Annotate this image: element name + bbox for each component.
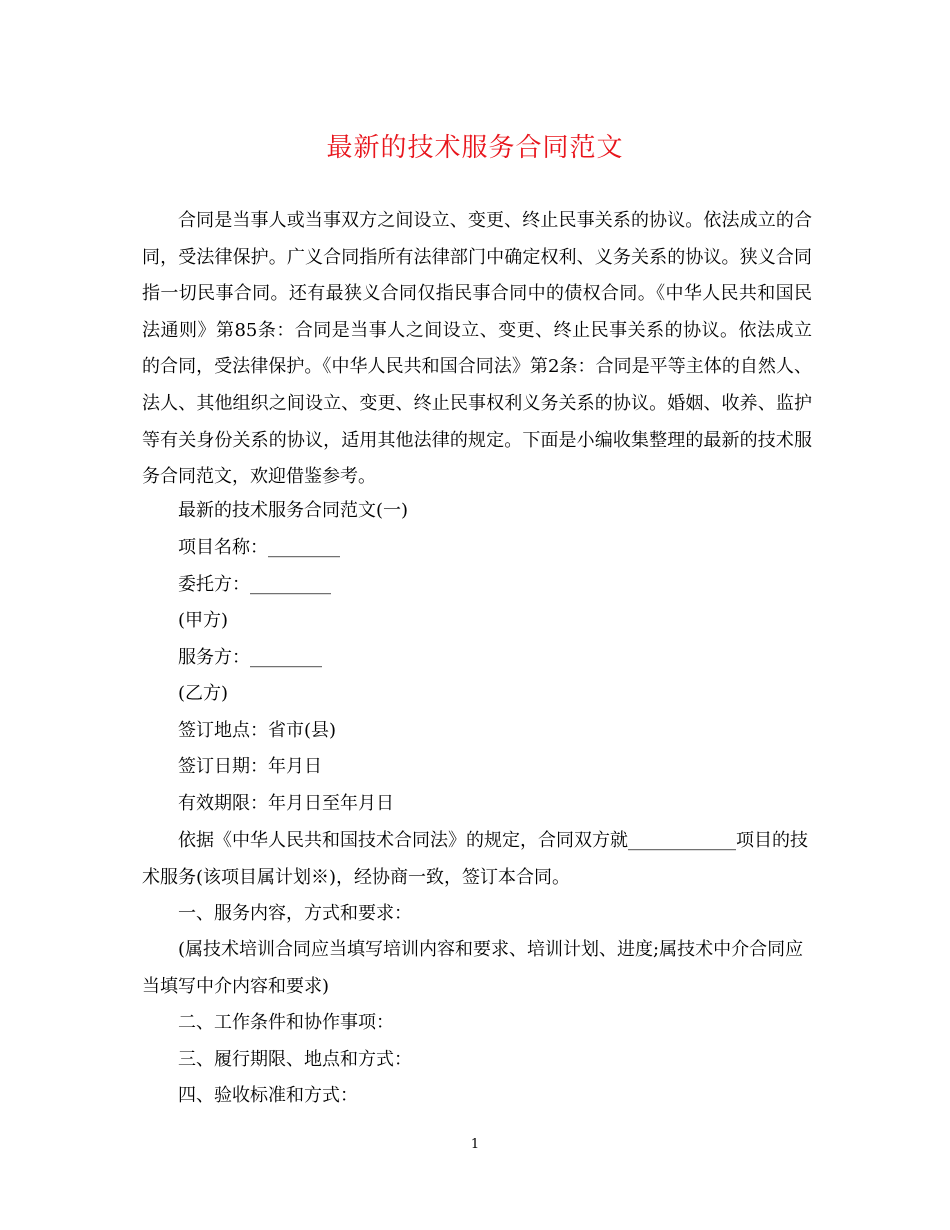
basis-blank: ____________ <box>628 830 736 851</box>
provider-label: 服务方： <box>178 647 250 668</box>
section-heading: 最新的技术服务合同范文(一) <box>178 500 409 521</box>
client-label: 委托方： <box>178 574 250 595</box>
clause-2-heading: 二、工作条件和协作事项： <box>178 1012 394 1033</box>
clause-1-note: (属技术培训合同应当填写培训内容和要求、培训计划、进度;属技术中介合同应当填写中介内容和要求) <box>142 939 804 997</box>
clause-3-heading: 三、履行期限、地点和方式： <box>178 1049 412 1070</box>
provider-blank: ________ <box>250 647 322 668</box>
clause-4-heading: 四、验收标准和方式： <box>178 1085 358 1106</box>
provider-field <box>178 640 322 676</box>
clause-1-heading: 一、服务内容，方式和要求： <box>178 903 412 924</box>
project-name-blank: ________ <box>268 537 340 558</box>
party-a-label: (甲方) <box>178 610 229 631</box>
basis-text-part1: 依据《中华人民共和国技术合同法》的规定，合同双方就 <box>178 830 628 851</box>
project-name-label: 项目名称： <box>178 537 268 558</box>
project-name-field <box>178 530 340 566</box>
basis-paragraph <box>142 823 812 896</box>
validity-period: 有效期限：年月日至年月日 <box>178 793 394 814</box>
document-title: 最新的技术服务合同范文 <box>326 133 624 163</box>
page-number: 1 <box>470 1137 480 1152</box>
client-blank: _________ <box>250 574 331 595</box>
client-field <box>178 567 331 603</box>
signing-place: 签订地点：省市(县) <box>178 720 337 741</box>
intro-paragraph: 合同是当事人或当事双方之间设立、变更、终止民事关系的协议。依法成立的合同，受法律保护。广义合同指所有法律部门中确定权利、义务关系的协议。狭义合同指一切民事合同。还有最狭义合同仅指民事合同中的债权合同。《中华人民共和国民法通则》第85条：合同是当事人之间设立、变更、终止民事关系的协议。依法成立的合同，受法律保护。《中华人民共和国合同法》第2条：合同是平等主体的自然人、法人、其他组织之间设立、变更、终止民事权利义务关系的协议。婚姻、收养、监护等有关身份关系的协议，适用其他法律的规定。下面是小编收集整理的最新的技术服务合同范文，欢迎借鉴参考。 <box>142 210 812 488</box>
basis-text-part2: 项目的技术服务(该项目属计划※)，经协商一致，签订本合同。 <box>142 830 808 888</box>
signing-date: 签订日期：年月日 <box>178 756 322 777</box>
party-b-label: (乙方) <box>178 683 229 704</box>
